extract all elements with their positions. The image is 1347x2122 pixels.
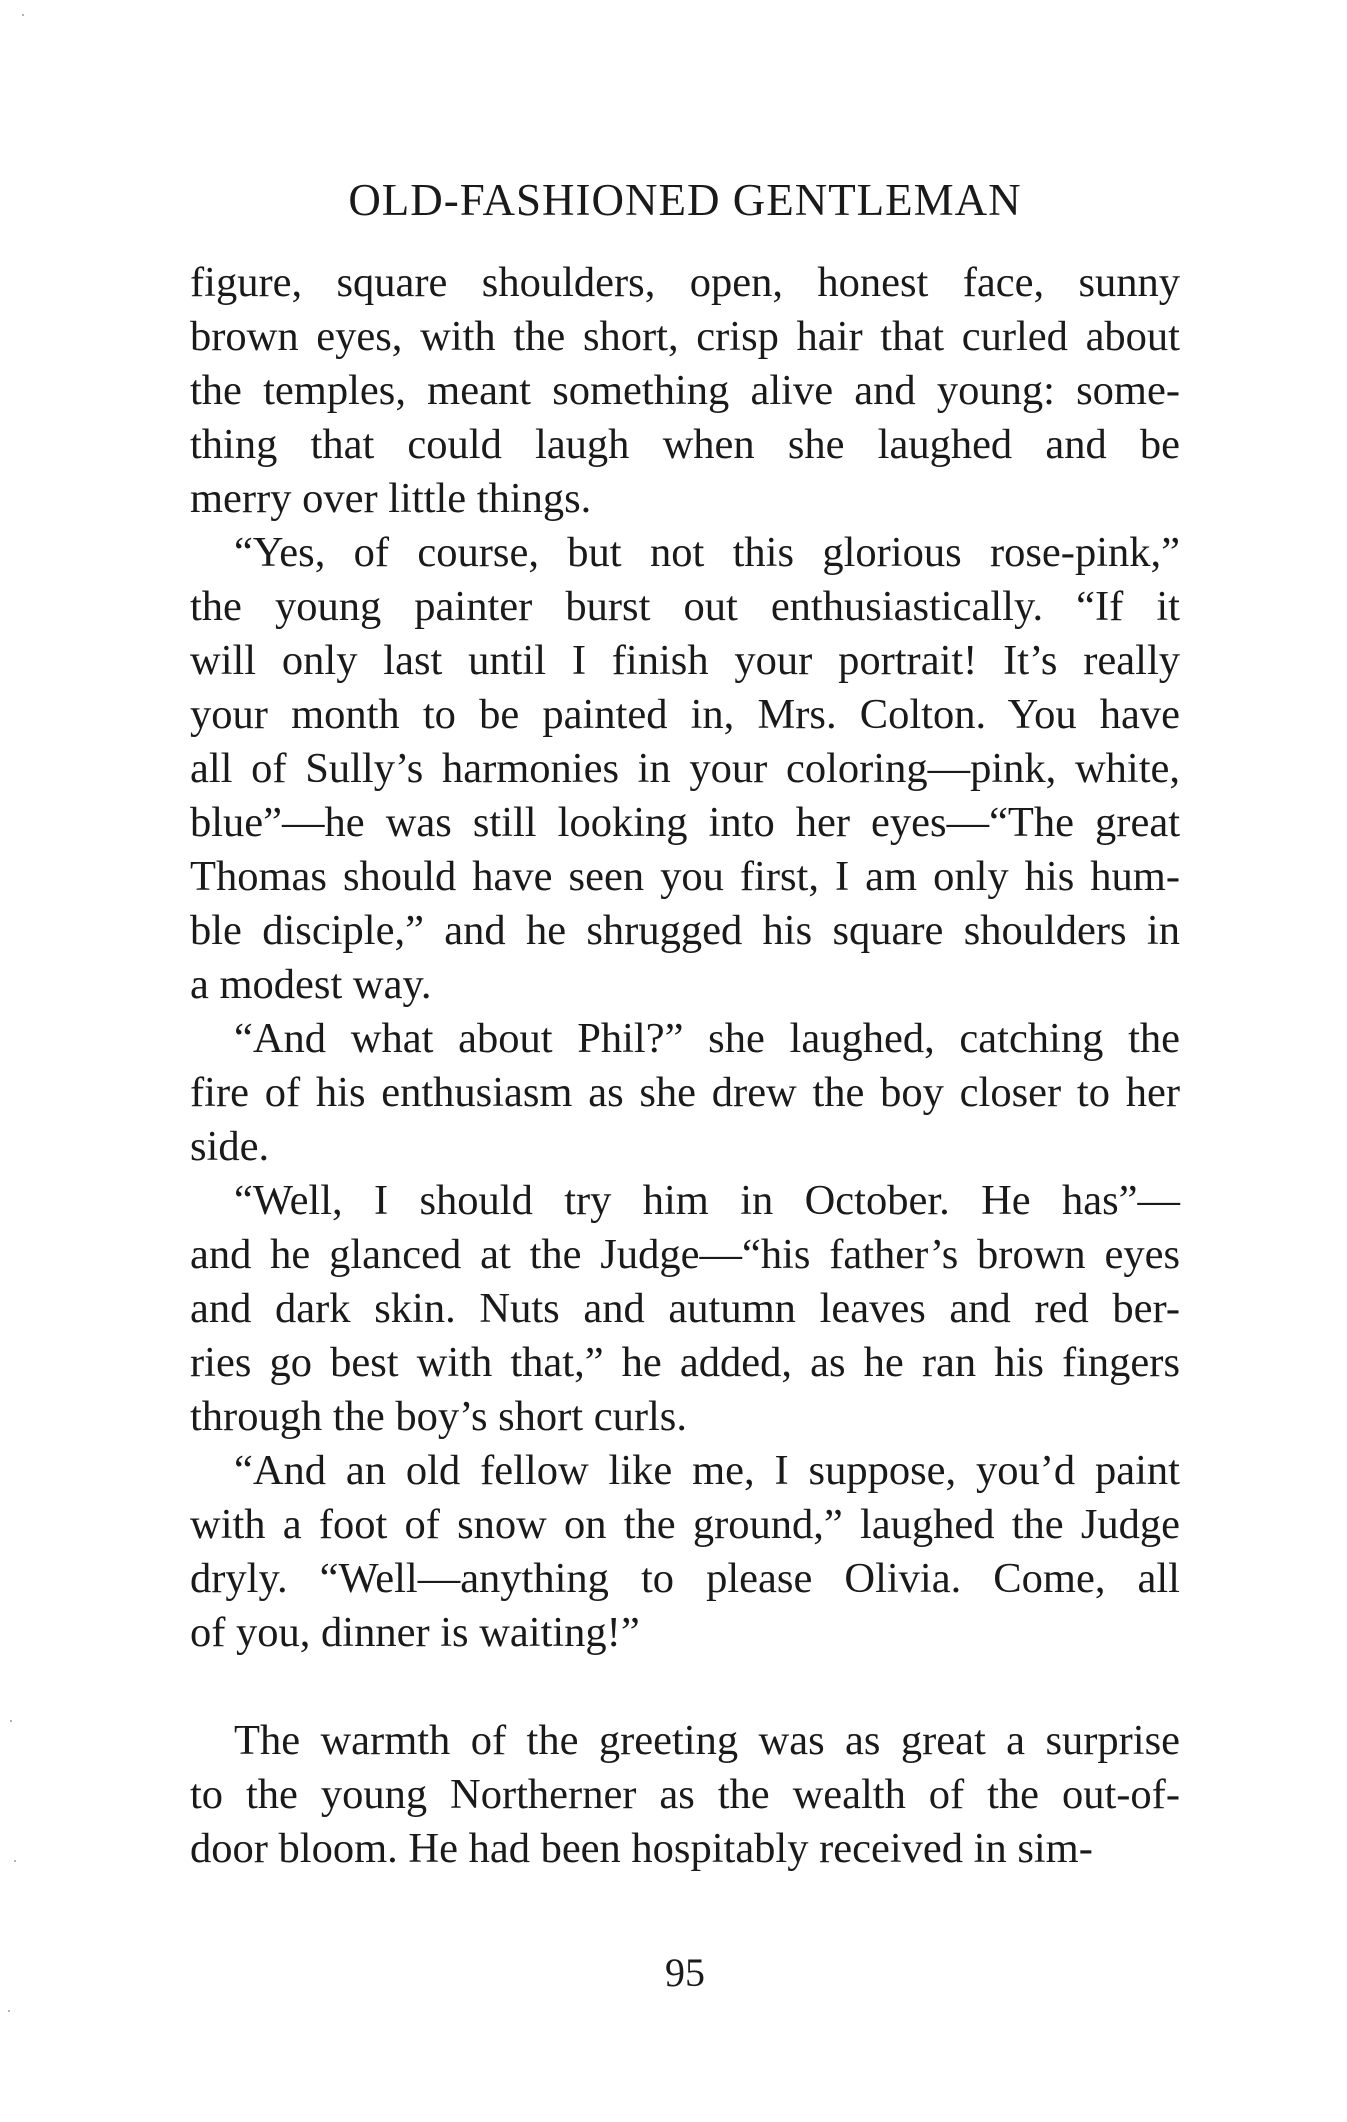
text-line: fire of his enthusiasm as she drew the boy closer to her	[190, 1069, 1180, 1116]
paragraph	[190, 526, 1180, 1012]
text-line: the young painter burst out enthusiastically. “If it	[190, 583, 1180, 630]
text-line: merry over little things.	[190, 475, 592, 522]
scan-speck	[8, 2010, 10, 2012]
text-line: figure, square shoulders, open, honest face, sunny	[190, 259, 1180, 306]
text-line: Thomas should have seen you first, I am only his hum-	[190, 853, 1180, 900]
text-line: blue”—he was still looking into her eyes—“The great	[190, 799, 1180, 846]
text-line: “And an old fellow like me, I suppose, you’d paint	[234, 1447, 1180, 1494]
page-number: 95	[665, 1950, 705, 1995]
text-line: brown eyes, with the short, crisp hair that curled about	[190, 313, 1180, 360]
scan-speck	[14, 1860, 16, 1862]
text-line: will only last until I finish your portrait! It’s really	[190, 637, 1180, 684]
scan-speck	[22, 14, 24, 16]
text-line: “And what about Phil?” she laughed, catching the	[234, 1015, 1180, 1062]
section-break	[190, 1660, 1180, 1714]
text-line: all of Sully’s harmonies in your coloring—pink, white,	[190, 745, 1180, 792]
text-line: “Well, I should try him in October. He has”—	[234, 1177, 1180, 1224]
text-line: “Yes, of course, but not this glorious rose-pink,”	[234, 529, 1180, 576]
text-line: of you, dinner is waiting!”	[190, 1609, 640, 1656]
text-line: dryly. “Well—anything to please Olivia. Come, all	[190, 1555, 1180, 1602]
text-line: door bloom. He had been hospitably received in sim-	[190, 1825, 1093, 1872]
paragraph	[190, 1174, 1180, 1444]
text-line: to the young Northerner as the wealth of the out-of-	[190, 1771, 1180, 1818]
text-line: The warmth of the greeting was as great a surprise	[234, 1717, 1180, 1764]
text-line: side.	[190, 1123, 270, 1170]
text-line: and he glanced at the Judge—“his father’s brown eyes	[190, 1231, 1180, 1278]
text-line: and dark skin. Nuts and autumn leaves and red ber-	[190, 1285, 1180, 1332]
paragraph	[190, 1012, 1180, 1174]
paragraph	[190, 1444, 1180, 1660]
text-line: your month to be painted in, Mrs. Colton. You have	[190, 691, 1180, 738]
paragraph	[190, 1714, 1180, 1876]
text-line: a modest way.	[190, 961, 432, 1008]
paragraph	[190, 256, 1180, 526]
text-line: through the boy’s short curls.	[190, 1393, 687, 1440]
running-head: OLD-FASHIONED GENTLEMAN	[348, 175, 1022, 225]
scan-speck	[10, 1720, 12, 1722]
text-line: ble disciple,” and he shrugged his square shoulders in	[190, 907, 1180, 954]
text-line: ries go best with that,” he added, as he ran his fingers	[190, 1339, 1180, 1386]
text-line: the temples, meant something alive and young: some-	[190, 367, 1180, 414]
text-line: with a foot of snow on the ground,” laughed the Judge	[190, 1501, 1180, 1548]
body-text	[190, 256, 1180, 1876]
text-line: thing that could laugh when she laughed and be	[190, 421, 1180, 468]
